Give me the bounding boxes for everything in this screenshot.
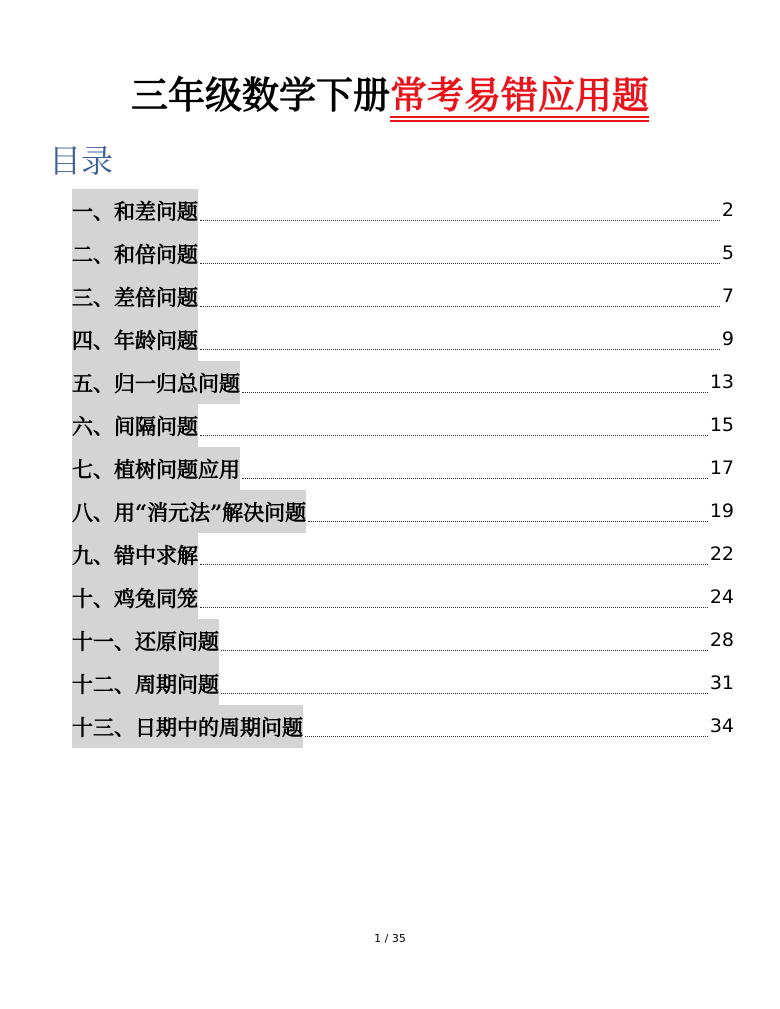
toc-leader-dots bbox=[200, 348, 720, 350]
toc-heading: 目录 bbox=[49, 142, 114, 180]
toc-entry-page[interactable]: 19 bbox=[709, 500, 734, 522]
toc-entry-page[interactable]: 17 bbox=[709, 457, 734, 479]
toc-entry-label[interactable]: 十二、周期问题 bbox=[72, 662, 219, 705]
toc-entry-label[interactable]: 十、鸡兔同笼 bbox=[72, 576, 198, 619]
toc-entry[interactable] bbox=[72, 705, 734, 748]
title-accent: 常考易错应用题 bbox=[390, 73, 649, 117]
toc-entry-page[interactable]: 13 bbox=[709, 371, 734, 393]
toc-entry-label[interactable]: 九、错中求解 bbox=[72, 533, 198, 576]
toc-entry[interactable] bbox=[72, 533, 734, 576]
toc-entry-label[interactable]: 四、年龄问题 bbox=[72, 318, 198, 361]
toc-entry[interactable] bbox=[72, 619, 734, 662]
toc-entry-label[interactable]: 三、差倍问题 bbox=[72, 275, 198, 318]
toc-entry[interactable] bbox=[72, 189, 734, 232]
toc-entry-page[interactable]: 2 bbox=[721, 199, 734, 221]
toc-entry-label[interactable]: 十一、还原问题 bbox=[72, 619, 219, 662]
toc-entry-page[interactable]: 28 bbox=[709, 629, 734, 651]
document-title bbox=[0, 72, 780, 118]
toc-leader-dots bbox=[200, 219, 720, 221]
toc-entry[interactable] bbox=[72, 490, 734, 533]
toc-entry-page[interactable]: 31 bbox=[709, 672, 734, 694]
toc-leader-dots bbox=[200, 606, 708, 608]
table-of-contents bbox=[72, 189, 734, 748]
toc-entry-label[interactable]: 六、间隔问题 bbox=[72, 404, 198, 447]
toc-entry-label[interactable]: 八、用“消元法”解决问题 bbox=[72, 490, 306, 533]
toc-entry[interactable] bbox=[72, 275, 734, 318]
title-main: 三年级数学下册 bbox=[131, 73, 390, 117]
toc-entry-page[interactable]: 34 bbox=[709, 715, 734, 737]
toc-entry-label[interactable]: 七、植树问题应用 bbox=[72, 447, 240, 490]
toc-entry-page[interactable]: 24 bbox=[709, 586, 734, 608]
toc-entry[interactable] bbox=[72, 662, 734, 705]
toc-entry-label[interactable]: 五、归一归总问题 bbox=[72, 361, 240, 404]
toc-entry-page[interactable]: 15 bbox=[709, 414, 734, 436]
toc-entry-page[interactable]: 9 bbox=[721, 328, 734, 350]
toc-leader-dots bbox=[221, 649, 708, 651]
toc-leader-dots bbox=[200, 434, 708, 436]
toc-entry-label[interactable]: 十三、日期中的周期问题 bbox=[72, 705, 303, 748]
toc-entry[interactable] bbox=[72, 361, 734, 404]
toc-leader-dots bbox=[242, 477, 708, 479]
toc-entry[interactable] bbox=[72, 404, 734, 447]
toc-entry[interactable] bbox=[72, 447, 734, 490]
toc-entry[interactable] bbox=[72, 576, 734, 619]
toc-leader-dots bbox=[200, 563, 708, 565]
page-indicator: 1 / 35 bbox=[374, 932, 406, 945]
toc-leader-dots bbox=[200, 305, 720, 307]
toc-entry[interactable] bbox=[72, 232, 734, 275]
toc-entry[interactable] bbox=[72, 318, 734, 361]
toc-leader-dots bbox=[242, 391, 708, 393]
toc-leader-dots bbox=[305, 735, 708, 737]
toc-leader-dots bbox=[200, 262, 720, 264]
toc-entry-page[interactable]: 5 bbox=[721, 242, 734, 264]
toc-entry-label[interactable]: 一、和差问题 bbox=[72, 189, 198, 232]
toc-entry-page[interactable]: 22 bbox=[709, 543, 734, 565]
toc-leader-dots bbox=[308, 520, 708, 522]
toc-entry-label[interactable]: 二、和倍问题 bbox=[72, 232, 198, 275]
toc-leader-dots bbox=[221, 692, 708, 694]
toc-entry-page[interactable]: 7 bbox=[721, 285, 734, 307]
